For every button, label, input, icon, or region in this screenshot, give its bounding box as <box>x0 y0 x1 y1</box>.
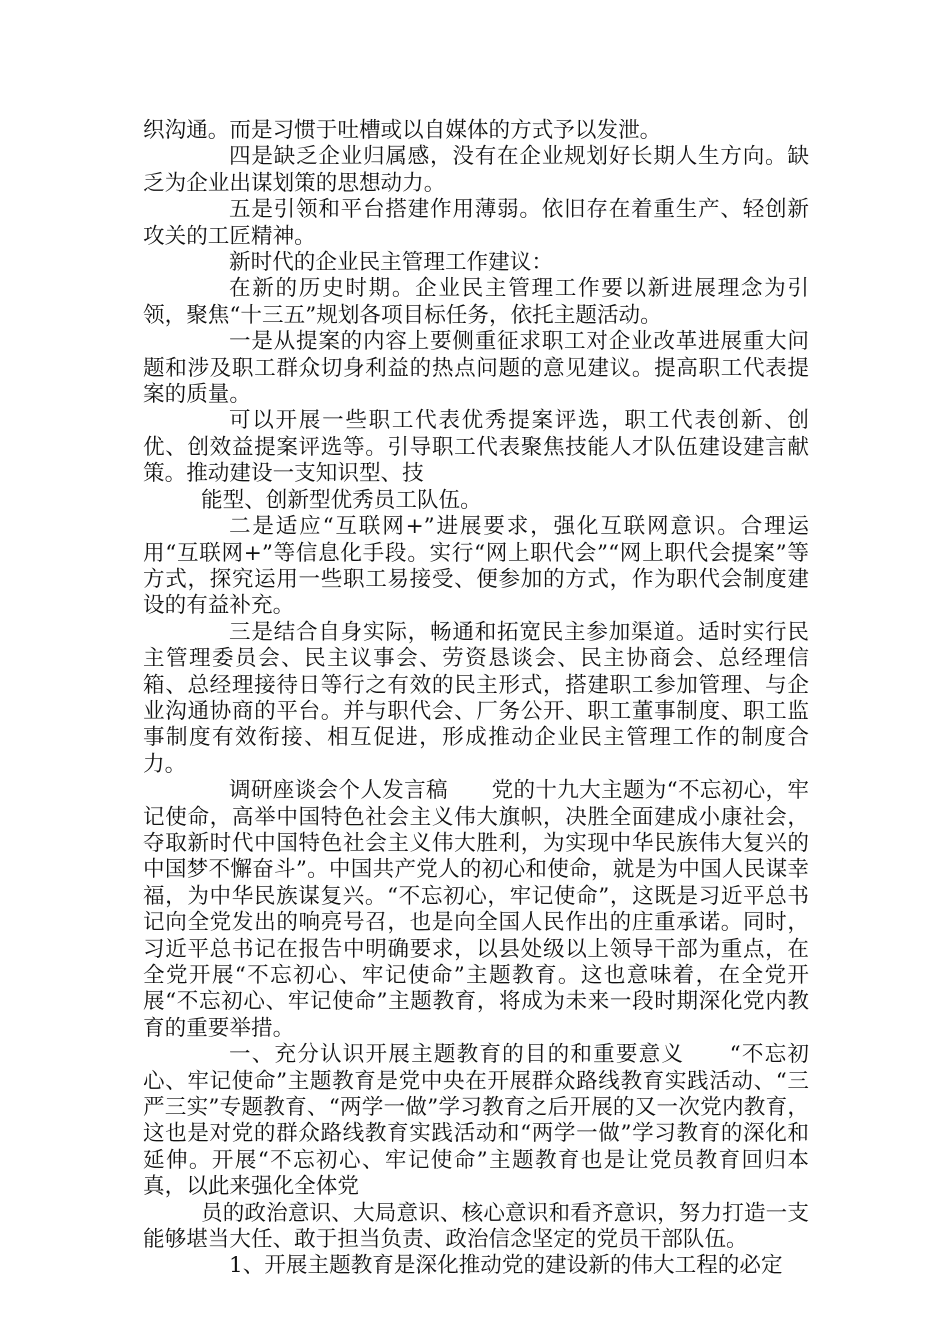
paragraph-14: 1、开展主题教育是深化推动党的建设新的伟大工程的必定 <box>229 1253 783 1279</box>
paragraph-6: 一是从提案的内容上要侧重征求职工对企业改革进展重大问题和涉及职工群众切身利益的热点问题的意见建议。提高职工代表提案的质量。 <box>143 329 809 408</box>
paragraph-11: 调研座谈会个人发言稿 党的十九大主题为“不忘初心，牢记使命，高举中国特色社会主义伟大旗帜，决胜全面建成小康社会，夺取新时代中国特色社会主义伟大胜利，为实现中华民族伟大复兴的中国梦不懈奋斗”。中国共产党人的初心和使命，就是为中国人民谋幸福，为中华民族谋复兴。“不忘初心，牢记使命”，这既是习近平总书记向全党发出的响亮号召，也是向全国人民作出的庄重承诺。同时，习近平总书记在报告中明确要求，以县处级以上领导干部为重点，在全党开展“不忘初心、牢记使命”主题教育。这也意味着，在全党开展“不忘初心、牢记使命”主题教育，将成为未来一段时期深化党内教育的重要举措。 <box>143 778 809 1041</box>
paragraph-7: 可以开展一些职工代表优秀提案评选，职工代表创新、创优、创效益提案评选等。引导职工代表聚焦技能人才队伍建设建言献策。推动建设一支知识型、技 <box>143 408 809 487</box>
paragraph-9: 二是适应“互联网+”进展要求，强化互联网意识。合理运用“互联网+”等信息化手段。实行“网上职代会”“网上职代会提案”等方式，探究运用一些职工易接受、便参加的方式，作为职代会制度建设的有益补充。 <box>143 514 809 619</box>
paragraph-13: 员的政治意识、大局意识、核心意识和看齐意识，努力打造一支能够堪当大任、敢于担当负责、政治信念坚定的党员干部队伍。 <box>143 1200 809 1253</box>
paragraph-12: 一、充分认识开展主题教育的目的和重要意义 “不忘初心、牢记使命”主题教育是党中央在开展群众路线教育实践活动、“三严三实”专题教育、“两学一做”学习教育之后开展的又一次党内教育，这也是对党的群众路线教育实践活动和“两学一做”学习教育的深化和延伸。开展“不忘初心、牢记使命”主题教育也是让党员教育回归本真，以此来强化全体党 <box>143 1042 809 1200</box>
paragraph-8: 能型、创新型优秀员工队伍。 <box>201 487 482 513</box>
body-text <box>143 118 809 1280</box>
paragraph-4: 新时代的企业民主管理工作建议： <box>229 250 553 276</box>
paragraph-3: 五是引领和平台搭建作用薄弱。依旧存在着重生产、轻创新攻关的工匠精神。 <box>143 197 809 249</box>
paragraph-2: 四是缺乏企业归属感，没有在企业规划好长期人生方向。缺乏为企业出谋划策的思想动力。 <box>143 144 809 196</box>
paragraph-5: 在新的历史时期。企业民主管理工作要以新进展理念为引领，聚焦“十三五”规划各项目标任务，依托主题活动。 <box>143 276 809 328</box>
paragraph-10: 三是结合自身实际，畅通和拓宽民主参加渠道。适时实行民主管理委员会、民主议事会、劳资恳谈会、民主协商会、总经理信箱、总经理接待日等行之有效的民主形式，搭建职工参加管理、与企业沟通协商的平台。并与职代会、厂务公开、职工董事制度、职工监事制度有效衔接、相互促进，形成推动企业民主管理工作的制度合力。 <box>143 619 809 777</box>
paragraph-1: 织沟通。而是习惯于吐槽或以自媒体的方式予以发泄。 <box>143 118 662 143</box>
